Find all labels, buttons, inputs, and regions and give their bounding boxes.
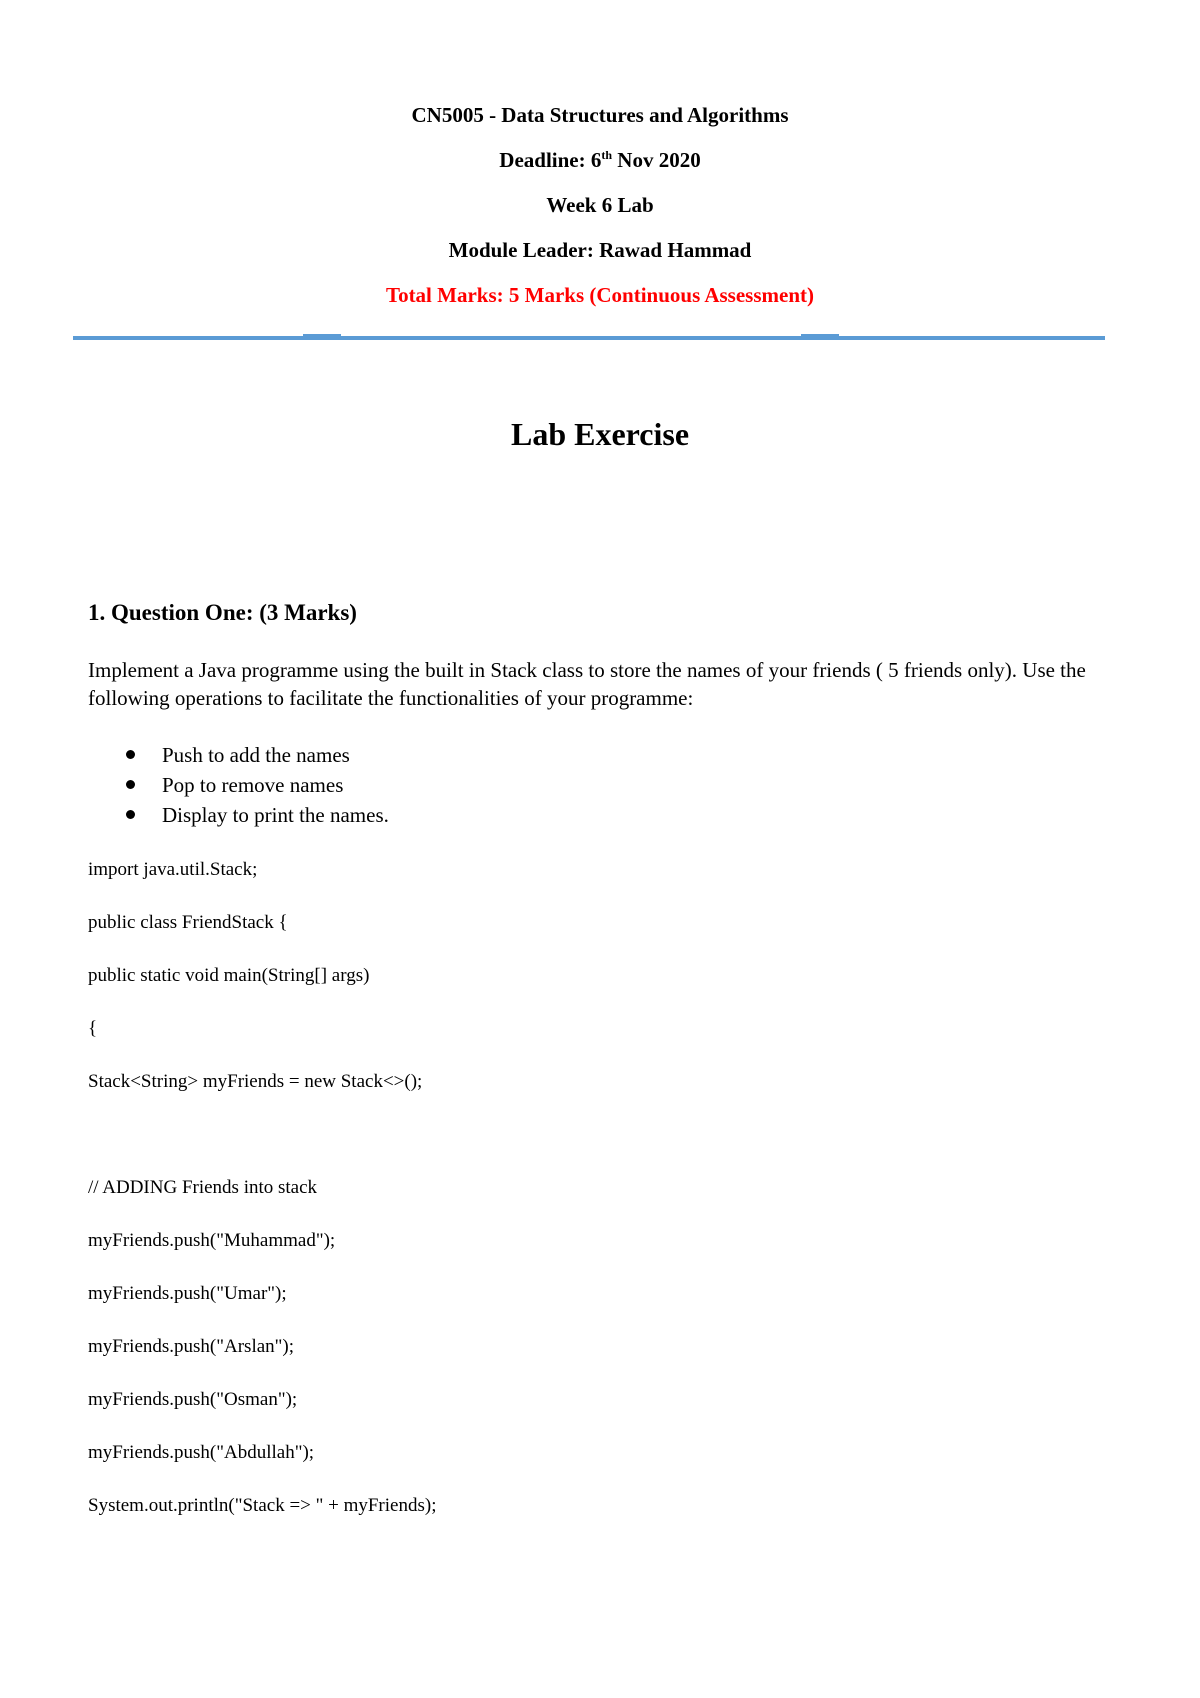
question-heading: 1. Question One: (3 Marks) bbox=[88, 600, 357, 625]
week-lab: Week 6 Lab bbox=[546, 193, 654, 217]
deadline-prefix: Deadline: 6 bbox=[499, 148, 602, 172]
code-comment: // ADDING Friends into stack bbox=[88, 1177, 318, 1198]
code-line: myFriends.push("Arslan"); bbox=[88, 1336, 295, 1357]
list-item bbox=[122, 800, 389, 830]
list-item bbox=[122, 770, 389, 800]
list-item-text: Display to print the names. bbox=[162, 803, 389, 827]
code-line: public static void main(String[] args) bbox=[88, 965, 370, 986]
course-title: CN5005 - Data Structures and Algorithms bbox=[411, 103, 789, 127]
bullet-icon bbox=[126, 780, 135, 789]
module-leader: Module Leader: Rawad Hammad bbox=[448, 238, 752, 262]
code-line: myFriends.push("Abdullah"); bbox=[88, 1442, 315, 1463]
list-item bbox=[122, 740, 389, 770]
deadline bbox=[0, 147, 1200, 173]
code-line: myFriends.push("Muhammad"); bbox=[88, 1230, 336, 1251]
code-line: { bbox=[88, 1018, 98, 1039]
divider-segment bbox=[801, 334, 839, 337]
deadline-ordinal: th bbox=[601, 148, 613, 162]
bullet-icon bbox=[126, 750, 135, 759]
operations-list bbox=[122, 740, 389, 830]
list-item-text: Push to add the names bbox=[162, 743, 350, 767]
code-line: Stack<String> myFriends = new Stack<>(); bbox=[88, 1071, 423, 1092]
code-line: public class FriendStack { bbox=[88, 912, 288, 933]
code-line: myFriends.push("Osman"); bbox=[88, 1389, 298, 1410]
code-line: import java.util.Stack; bbox=[88, 859, 258, 880]
bullet-icon bbox=[126, 810, 135, 819]
section-title: Lab Exercise bbox=[510, 416, 690, 452]
code-line: myFriends.push("Umar"); bbox=[88, 1283, 287, 1304]
total-marks: Total Marks: 5 Marks (Continuous Assessment) bbox=[385, 283, 814, 307]
header-divider bbox=[73, 336, 1105, 340]
code-line: System.out.println("Stack => " + myFriends); bbox=[88, 1495, 437, 1516]
question-body: Implement a Java programme using the built in Stack class to store the names of your friends ( 5 friends only). Use the following operations to facilitate the functionalities of your programme: bbox=[88, 658, 1086, 710]
deadline-suffix: Nov 2020 bbox=[612, 148, 701, 172]
list-item-text: Pop to remove names bbox=[162, 773, 344, 797]
divider-segment bbox=[303, 334, 341, 337]
